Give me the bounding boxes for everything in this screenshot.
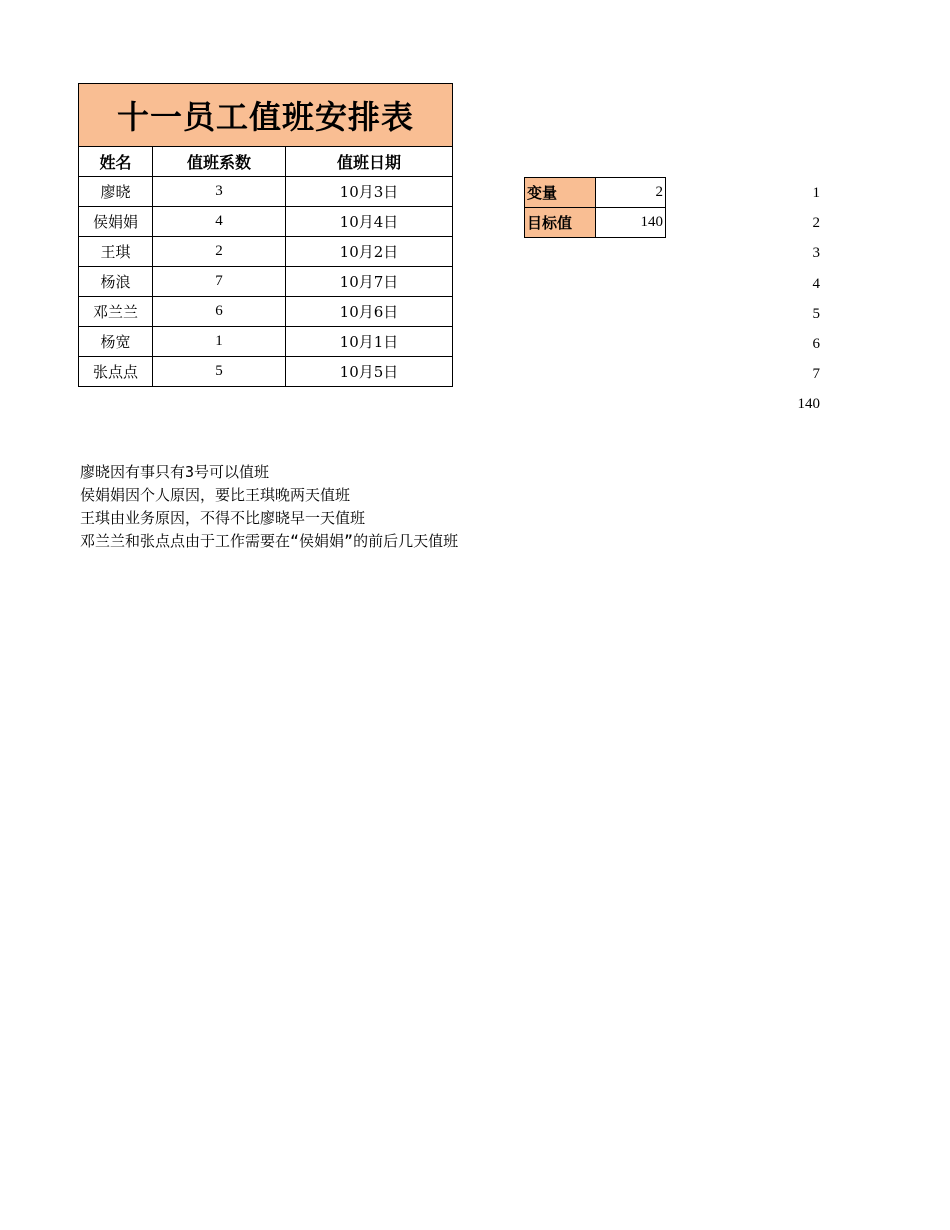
date-cell[interactable]: 10月3日 <box>286 177 453 207</box>
schedule-table <box>78 83 453 387</box>
coef-cell[interactable]: 5 <box>153 357 286 387</box>
target-value-cell[interactable]: 140 <box>596 208 666 238</box>
note-line[interactable]: 王琪由业务原因，不得不比廖晓早一天值班 <box>80 509 366 527</box>
target-row <box>525 208 666 238</box>
header-date[interactable]: 值班日期 <box>286 147 453 177</box>
variable-value-cell[interactable]: 2 <box>596 178 666 208</box>
number-cell[interactable]: 4 <box>812 275 820 292</box>
coef-cell[interactable]: 6 <box>153 297 286 327</box>
date-cell[interactable]: 10月6日 <box>286 297 453 327</box>
name-cell[interactable]: 张点点 <box>79 357 153 387</box>
table-row <box>79 207 453 237</box>
header-coefficient[interactable]: 值班系数 <box>153 147 286 177</box>
date-cell[interactable]: 10月7日 <box>286 267 453 297</box>
name-cell[interactable]: 廖晓 <box>79 177 153 207</box>
target-label[interactable]: 目标值 <box>525 208 596 238</box>
date-cell[interactable]: 10月5日 <box>286 357 453 387</box>
number-cell[interactable]: 2 <box>812 215 820 232</box>
date-cell[interactable]: 10月1日 <box>286 327 453 357</box>
table-row <box>79 267 453 297</box>
variable-label[interactable]: 变量 <box>525 178 596 208</box>
coef-cell[interactable]: 7 <box>153 267 286 297</box>
number-cell[interactable]: 1 <box>812 185 820 201</box>
variables-table <box>524 177 666 238</box>
table-row <box>79 177 453 207</box>
header-row <box>79 147 453 177</box>
date-cell[interactable]: 10月4日 <box>286 207 453 237</box>
number-column <box>760 178 820 420</box>
name-cell[interactable]: 杨宽 <box>79 327 153 357</box>
coef-cell[interactable]: 3 <box>153 177 286 207</box>
number-cell[interactable]: 3 <box>812 245 820 262</box>
name-cell[interactable]: 邓兰兰 <box>79 297 153 327</box>
note-line[interactable]: 侯娟娟因个人原因，要比王琪晚两天值班 <box>80 486 351 504</box>
name-cell[interactable]: 侯娟娟 <box>79 207 153 237</box>
note-line[interactable]: 廖晓因有事只有3号可以值班 <box>80 463 270 481</box>
table-row <box>79 237 453 267</box>
number-sum-cell[interactable]: 140 <box>797 396 820 413</box>
table-row <box>79 327 453 357</box>
constraint-notes <box>80 461 458 553</box>
variable-row <box>525 178 666 208</box>
coef-cell[interactable]: 1 <box>153 327 286 357</box>
table-row <box>79 297 453 327</box>
name-cell[interactable]: 王琪 <box>79 237 153 267</box>
table-row <box>79 357 453 387</box>
name-cell[interactable]: 杨浪 <box>79 267 153 297</box>
number-cell[interactable]: 5 <box>812 305 820 322</box>
date-cell[interactable]: 10月2日 <box>286 237 453 267</box>
coef-cell[interactable]: 2 <box>153 237 286 267</box>
header-name[interactable]: 姓名 <box>79 147 153 177</box>
coef-cell[interactable]: 4 <box>153 207 286 237</box>
number-cell[interactable]: 7 <box>812 366 820 383</box>
schedule-title[interactable]: 十一员工值班安排表 <box>79 84 453 147</box>
number-cell[interactable]: 6 <box>812 335 820 352</box>
note-line[interactable]: 邓兰兰和张点点由于工作需要在“侯娟娟”的前后几天值班 <box>80 532 459 550</box>
